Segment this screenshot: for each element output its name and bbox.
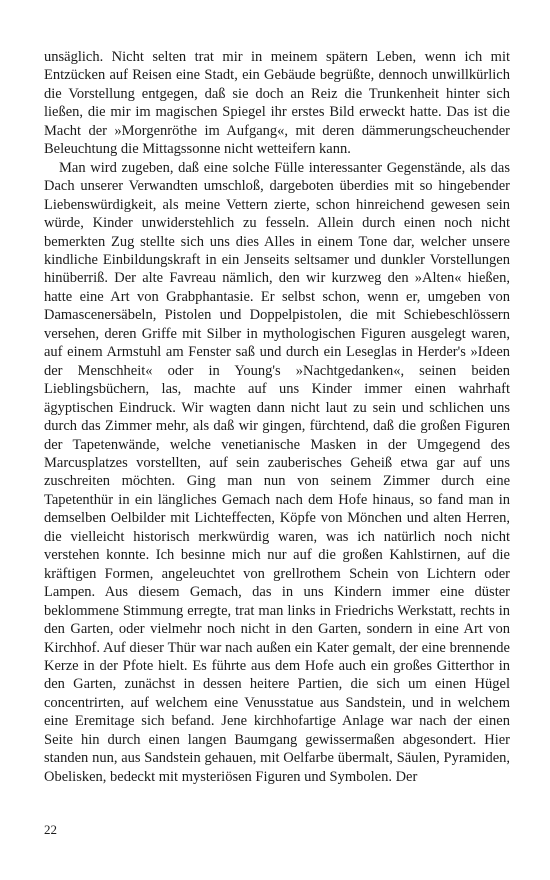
paragraph-continuation: unsäglich. Nicht selten trat mir in meinem spätern Leben, wenn ich mit Entzücken auf Reisen eine Stadt, ein Gebäude begrüßte, dennoch unwillkürlich die Vorstellung entgegen, daß sie doch an Reiz die Trunkenheit hinter sich ließen, die mir im magischen Spiegel ihr erstes Bild erweckt hatte. Das ist die Macht der »Morgenröthe im Aufgang«, mit deren dämmerungscheuchender Beleuchtung die Mittagssonne nicht wetteifern kann. bbox=[44, 49, 510, 158]
page-body bbox=[44, 48, 510, 786]
paragraph-favreau: Man wird zugeben, daß eine solche Fülle interessanter Gegenstände, als das Dach unserer Verwandten umschloß, dargeboten überdies mit so hingebender Liebenswürdigkeit, als meine Vettern zierte, schon hinreichend gewesen sein würde, Kinder unwiderstehlich zu fesseln. Allein durch einen noch nicht bemerkten Zug stellte sich uns dies Alles in einem Tone dar, welcher unsere kindliche Einbildungskraft in ein Jenseits seltsamer und dunkler Vorstellungen hinüberriß. Der alte Favreau nämlich, den wir kurzweg den »Alten« hießen, hatte eine Art von Grabphantasie. Er selbst schon, wenn er, umgeben von Damascenersäbeln, Pistolen und Doppelpistolen, die mit Schiebeschlössern versehen, deren Griffe mit Silber in mythologischen Figuren ausgelegt waren, auf einem Armstuhl am Fenster saß und durch ein Leseglas in Herder's »Ideen der Menschheit« oder in Young's »Nachtgedanken«, seinen beiden Lieblingsbüchern, las, machte auf uns Kinder immer einen wahrhaft ägyptischen Eindruck. Wir wagten dann nicht laut zu sein und schlichen uns durch das Zimmer mehr, als daß wir gingen, fürchtend, daß die großen Figuren der Tapetenwände, welche venetianische Masken in der Umgegend des Marcusplatzes vorstellten, auf sein zauberisches Geheiß etwa gar auf uns zuschreiten möchten. Ging man nun von seinem Zimmer durch eine Tapetenthür in ein längliches Gemach nach dem Hofe hinaus, so fand man in demselben Oelbilder mit Lichteffecten, Köpfe von Mönchen und alten Herren, die vielleicht historisch merkwürdig waren, was ich natürlich noch nicht verstehen konnte. Ich besinne mich nur auf die großen Kahlstirnen, auf die kräftigen Formen, angeleuchtet von grellrothem Schein von Lichtern oder Lampen. Aus diesem Gemach, das in uns Kindern immer eine düster beklommene Stimmung erregte, trat man links in Friedrichs Werkstatt, rechts in den Garten, oder vielmehr noch nicht in den Garten, sondern in eine Art von Kirchhof. Auf dieser Thür war nach außen ein Kater gemalt, der eine brennende Kerze in der Pfote hielt. Es führte aus dem Hofe auch ein großes Gitterthor in den Garten, zunächst in dessen heitere Partien, die sich um einen Hügel concentrirten, auf welchem eine Venusstatue aus Sandstein, und in welchem eine Eremitage sich befand. Jene kirchhofartige Anlage war nach der einen Seite hin durch einen langen Baumgang gewissermaßen abgesondert. Hier standen nun, aus Sandstein gehauen, mit Oelfarbe übermalt, Säulen, Pyramiden, Obelisken, bedeckt mit mysteriösen Figuren und Symbolen. Der bbox=[44, 159, 510, 785]
page-number: 22 bbox=[44, 822, 57, 837]
